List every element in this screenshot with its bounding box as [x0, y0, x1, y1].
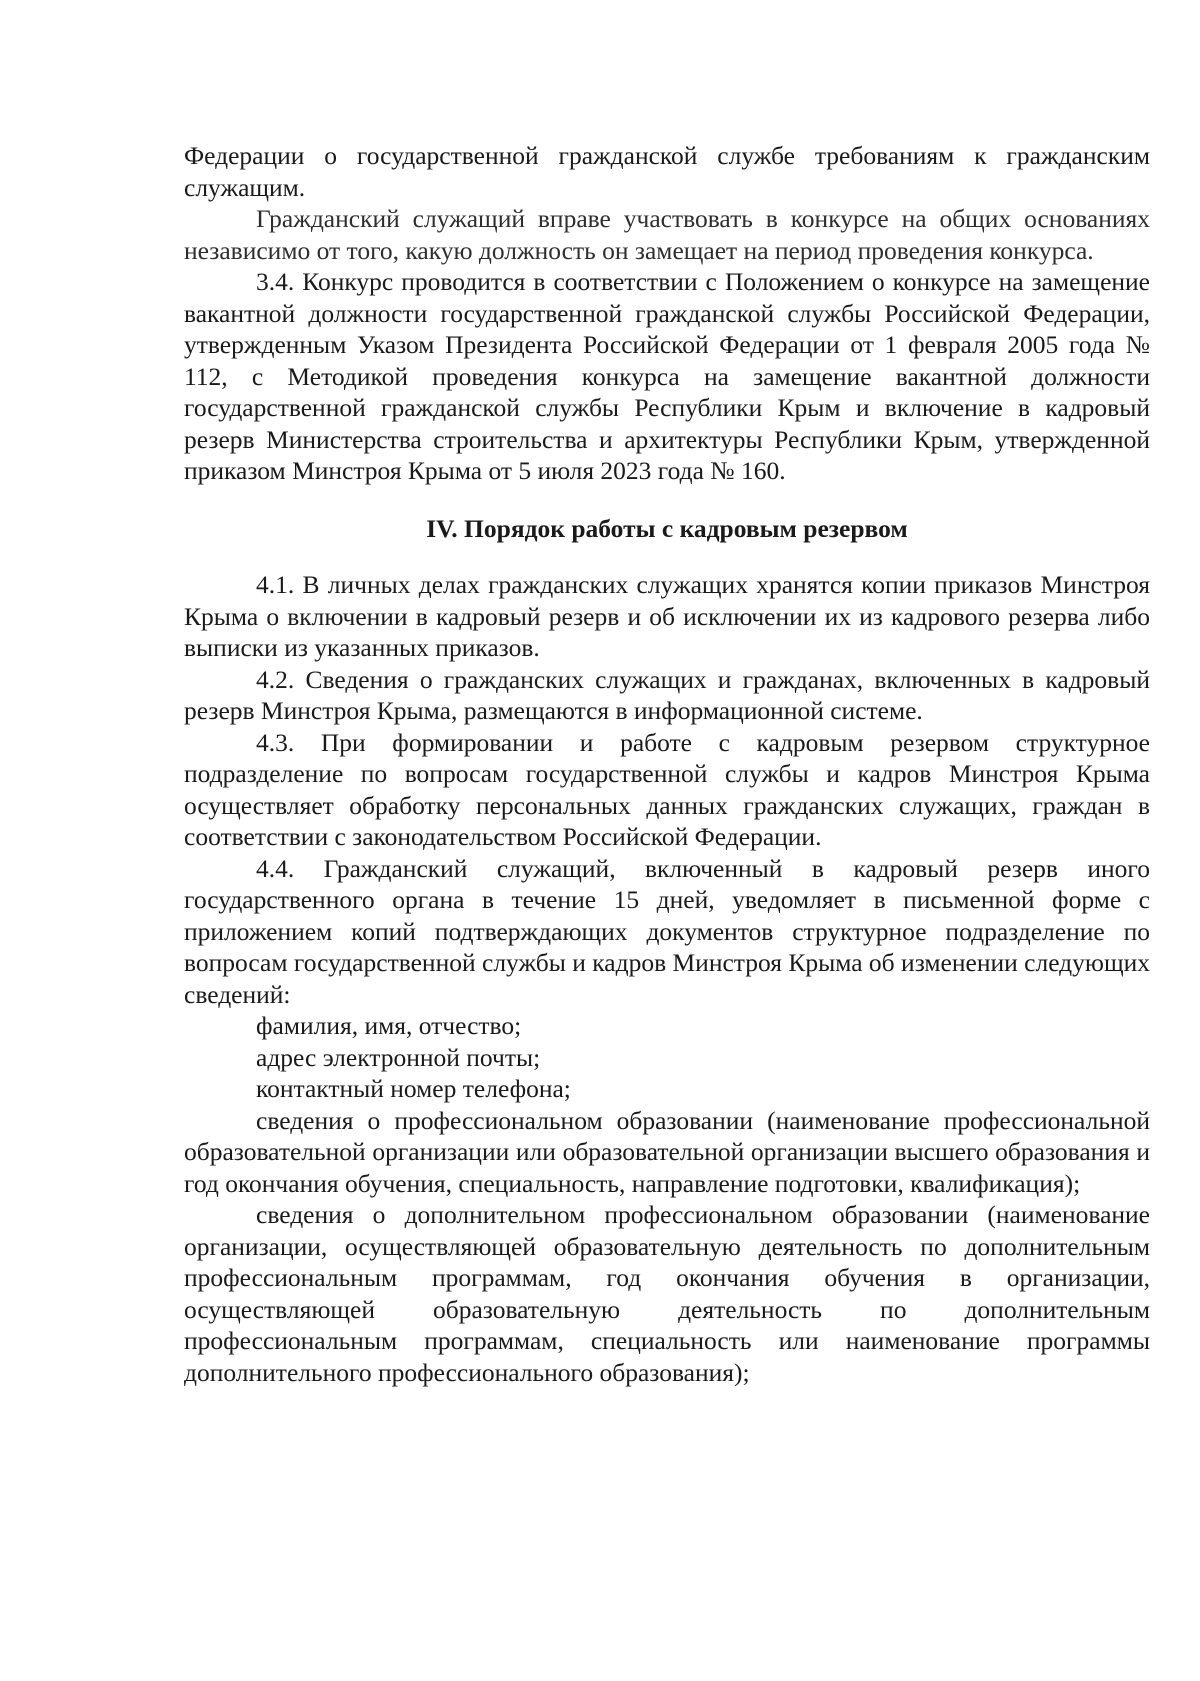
- list-item-professional-education: сведения о профессиональном образовании (наименование профессиональной образовательной организации или образовательной организации высшего образования и год окончания обучения, специальность, направление подготовки, квалификация);: [184, 1105, 1150, 1198]
- paragraph-4-3: 4.3. При формировании и работе с кадровым резервом структурное подразделение по вопросам государственной службы и кадров Минстроя Крыма осуществляет обработку персональных данных гражданских служащих, граждан в соответствии с законодательством Российской Федерации.: [184, 727, 1150, 851]
- paragraph-participation-right: Гражданский служащий вправе участвовать в конкурсе на общих основаниях независимо от того, какую должность он замещает на период проведения конкурса.: [184, 204, 1150, 265]
- list-item-full-name: фамилия, имя, отчество;: [256, 1011, 522, 1040]
- list-item-email: адрес электронной почты;: [256, 1042, 541, 1072]
- paragraph-4-2: 4.2. Сведения о гражданских служащих и гражданах, включенных в кадровый резерв Минстроя Крыма, размещаются в информационной системе.: [184, 664, 1150, 725]
- paragraph-continuation: Федерации о государственной гражданской службе требованиям к гражданским служащим.: [184, 141, 1150, 202]
- paragraph-4-1: 4.1. В личных делах гражданских служащих хранятся копии приказов Минстроя Крыма о включении в кадровый резерв и об исключении их из кадрового резерва либо выписки из указанных приказов.: [184, 570, 1150, 662]
- document-page: [184, 140, 1150, 1388]
- paragraph-3-4: 3.4. Конкурс проводится в соответствии с Положением о конкурсе на замещение вакантной должности государственной гражданской службы Российской Федерации, утвержденным Указом Президента Российской Федерации от 1 февраля 2005 года № 112, с Методикой проведения конкурса на замещение вакантной должности государственной гражданской службы Республики Крым и включение в кадровый резерв Министерства строительства и архитектуры Республики Крым, утвержденной приказом Минстроя Крыма от 5 июля 2023 года № 160.: [184, 267, 1150, 485]
- section-heading: IV. Порядок работы с кадровым резервом: [426, 513, 908, 543]
- list-item-phone: контактный номер телефона;: [256, 1074, 571, 1103]
- list-item-additional-education: сведения о дополнительном профессиональном образовании (наименование организации, осуществляющей образовательную деятельность по дополнительным профессиональным программам, год окончания обучения в организации, осуществляющей образовательную деятельность по дополнительным профессиональным программам, специальность или наименование программы дополнительного профессионального образования);: [184, 1200, 1150, 1387]
- paragraph-4-4: 4.4. Гражданский служащий, включенный в кадровый резерв иного государственного органа в течение 15 дней, уведомляет в письменной форме с приложением копий подтверждающих документов структурное подразделение по вопросам государственной службы и кадров Минстроя Крыма об изменении следующих сведений:: [184, 853, 1150, 1009]
